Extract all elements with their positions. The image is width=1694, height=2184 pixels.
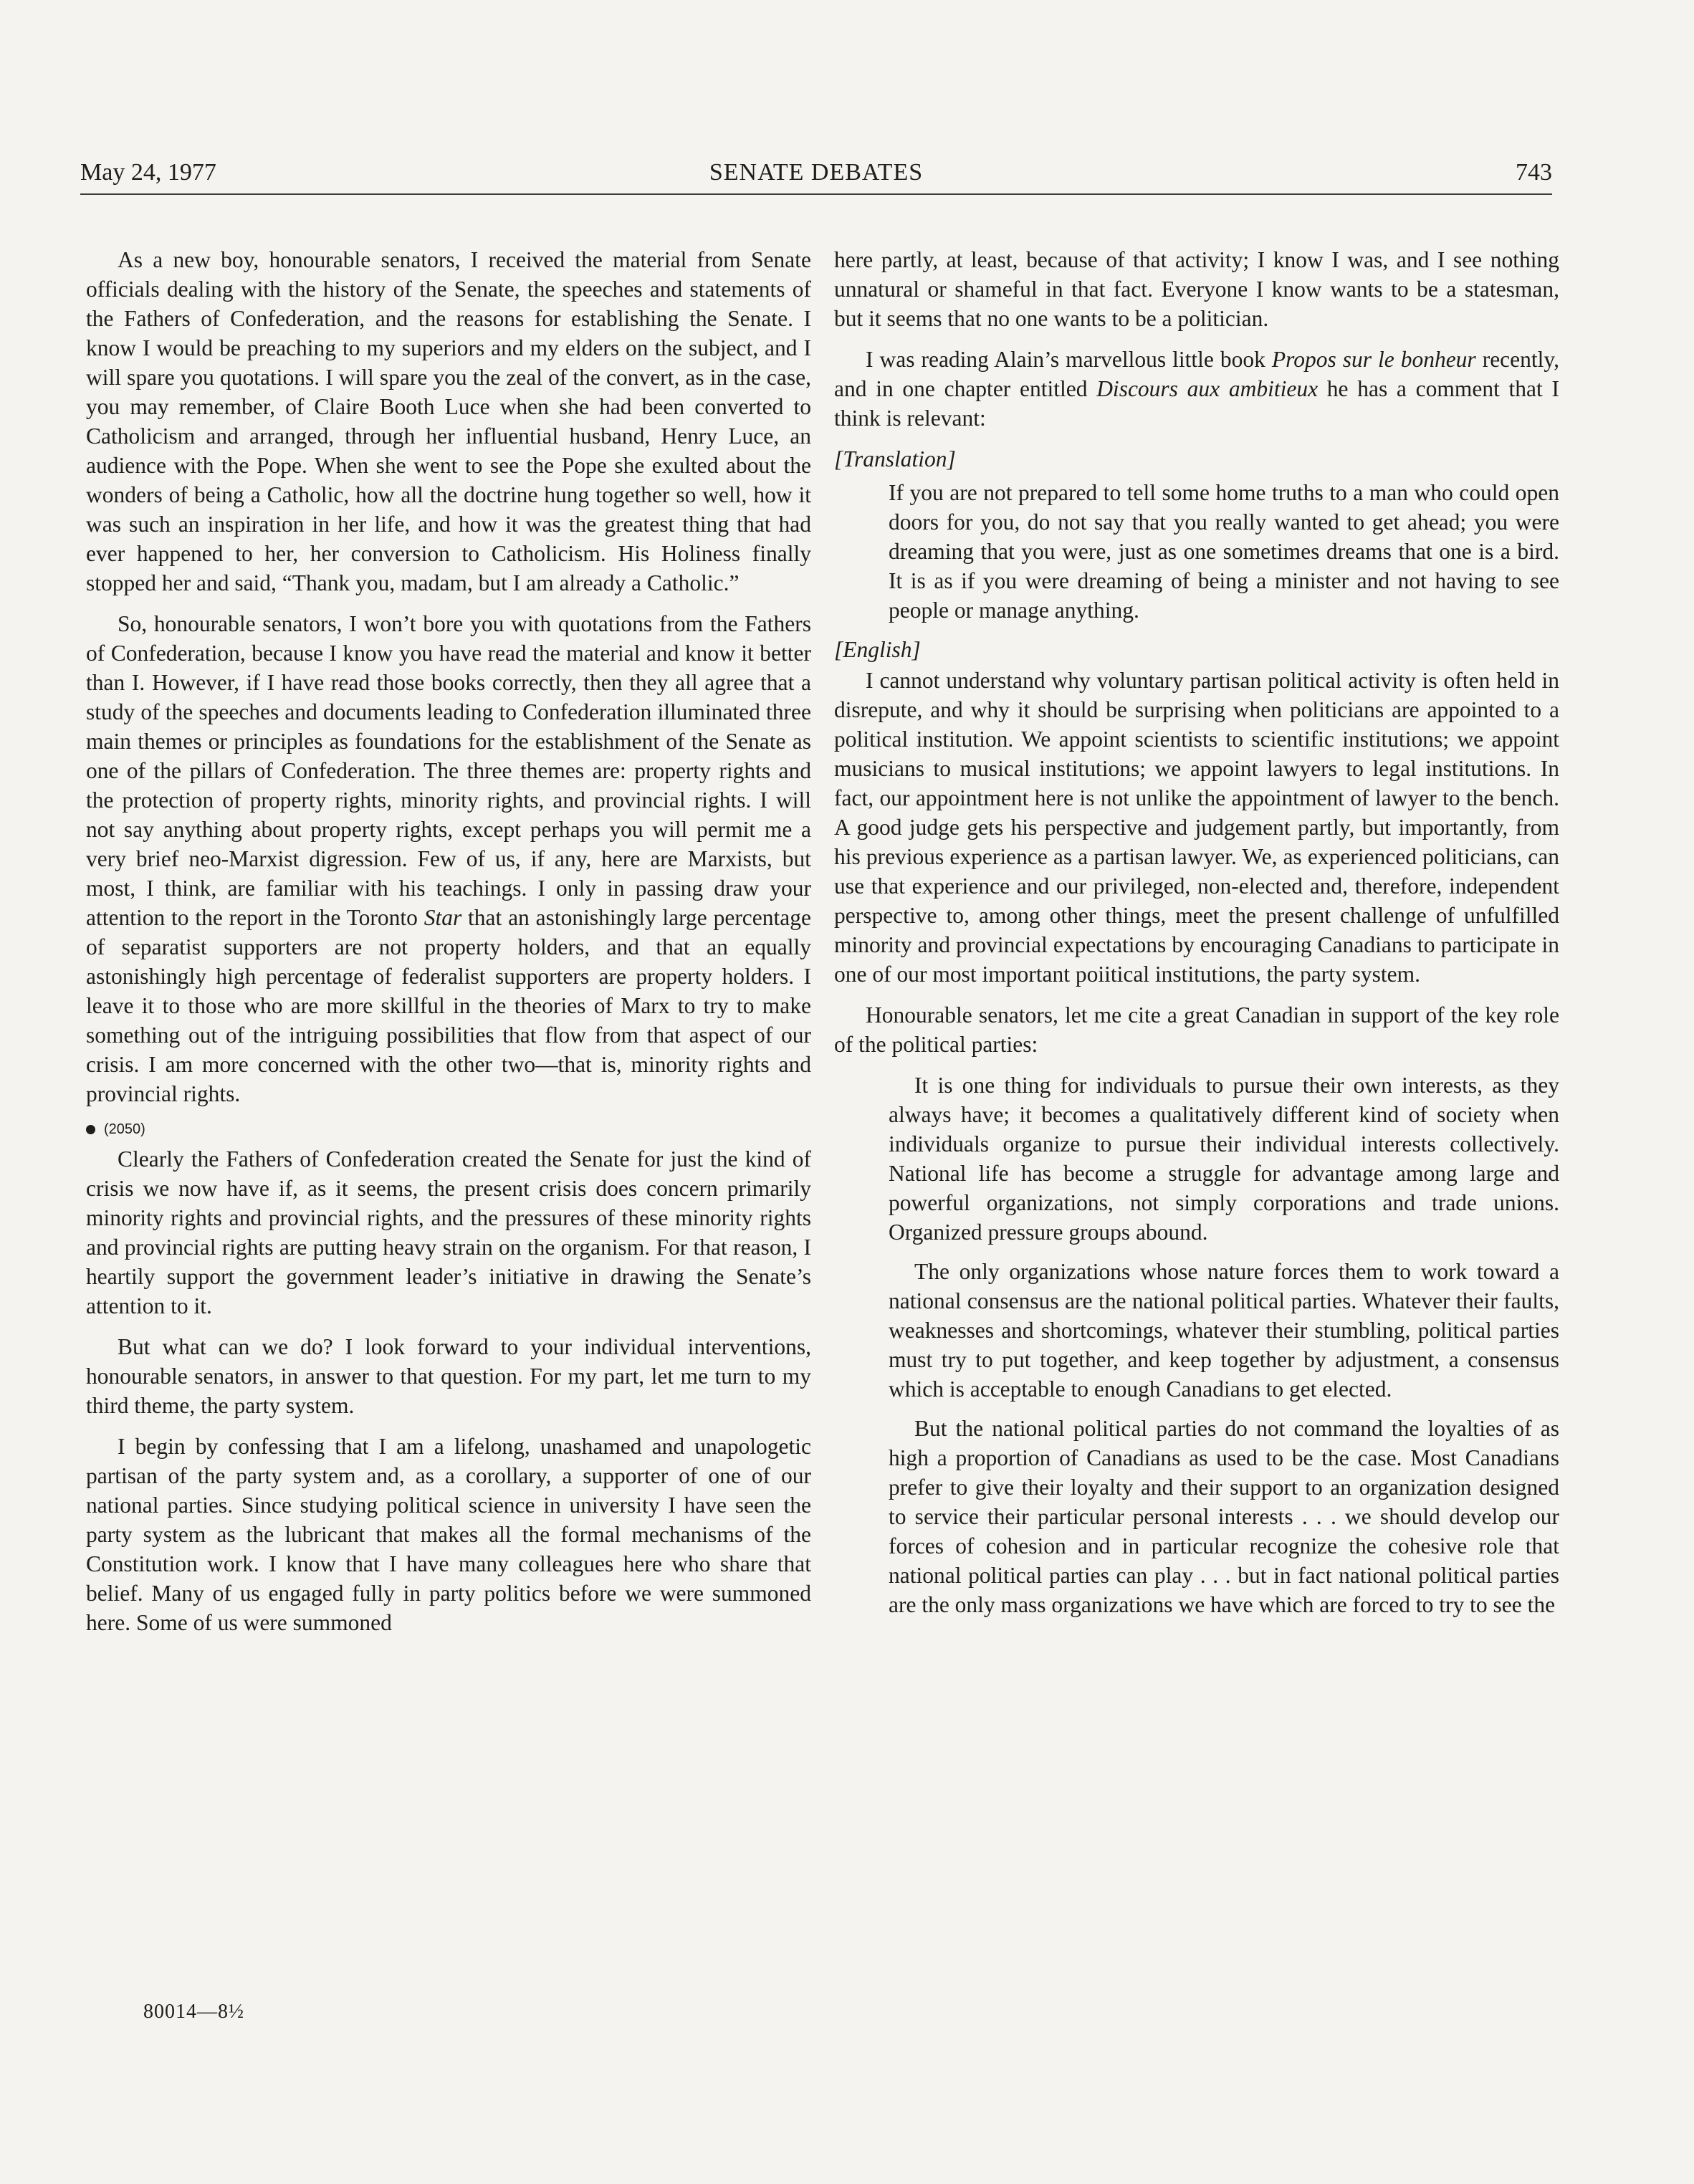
paragraph [834, 345, 1559, 433]
book-title: Propos sur le bonheur [1271, 347, 1476, 372]
paragraph: I begin by confessing that I am a lifelong, unashamed and unapologetic partisan of the party system and, as a corollary, a supporter of one of our national parties. Since studying political science in university I have seen the party system as the lubricant that makes all the formal mechanisms of the Constitution work. I know that I have many colleagues here who share that belief. Many of us engaged fully in party politics before we were summoned here. Some of us were summoned [86, 1434, 811, 1635]
header-date: May 24, 1977 [80, 159, 216, 186]
block-quote: If you are not prepared to tell some home truths to a man who could open doors for you, do not say that you really wanted to get ahead; you were dreaming that you were, just as one sometimes dreams that one is a bird. It is as if you were dreaming of being a minister and not having to see people or manage anything. [889, 480, 1559, 623]
block-quote: It is one thing for individuals to pursue their own interests, as they always have; it becomes a qualitatively different kind of society when individuals organize to pursue their individual interests collectively. National life has become a struggle for advantage among large and powerful organizations, not simply corporations and trade unions. Organized pressure groups abound. [889, 1073, 1559, 1245]
paragraph-text: that an astonishingly large percentage of separatist supporters are not property holders, and that an equally astonishingly high percentage of federalist supporters are property holders. I leave it to those who are more skillful in the theories of Marx to try to make something out of the intriguing possibilities that flow from that aspect of our crisis. I am more concerned with the other two—that is, minority rights and provincial rights. [86, 905, 811, 1106]
block-quote: But the national political parties do not command the loyalties of as high a proportion of Canadians as used to be the case. Most Canadians prefer to give their loyalty and their support to an organization designed to service their particular personal interests . . . we should develop our forces of cohesion and in particular recognize the cohesive role that national political parties can play . . . but in fact national political parties are the only mass organizations we have which are forced to try to see the [889, 1416, 1559, 1617]
paragraph-text: I was reading Alain’s marvellous little book [866, 347, 1272, 372]
header-page-number: 743 [1516, 159, 1552, 186]
right-column [834, 245, 1559, 1629]
paragraph: I cannot understand why voluntary partisan political activity is often held in disrepute, and why it should be surprising when politicians are appointed to a political institution. We appoint scientists to scientific institutions; we appoint musicians to musical institutions; we appoint lawyers to legal institutions. In fact, our appointment here is not unlike the appointment of lawyer to the bench. A good judge gets his perspective and judgement partly, but importantly, from his previous experience as a partisan lawyer. We, as experienced politicians, can use that experience and our privileged, non-elected and, therefore, independent perspective to, among other things, meet the present challenge of unfulfilled minority and provincial expectations by encouraging Canadians to participate in one of our most important poiitical institutions, the party system. [834, 668, 1559, 987]
translation-label: [Translation] [834, 446, 956, 471]
newspaper-title: Star [424, 905, 462, 930]
paragraph: But what can we do? I look forward to your individual interventions, honourable senators, in answer to that question. For my part, let me turn to my third theme, the party system. [86, 1334, 811, 1418]
paragraph: Clearly the Fathers of Confederation created the Senate for just the kind of crisis we now have if, as it seems, the present crisis does concern primarily minority rights and provincial rights, and the pressures of these minority rights and provincial rights are putting heavy strain on the organism. For that reason, I heartily support the government leader’s initiative in drawing the Senate’s attention to it. [86, 1146, 811, 1318]
paragraph: As a new boy, honourable senators, I received the material from Senate officials dealing with the history of the Senate, the speeches and statements of the Fathers of Confederation, and the reasons for establishing the Senate. I know I would be preaching to my superiors and my elders on the subject, and I will spare you quotations. I will spare you the zeal of the convert, as in the case, you may remember, of Claire Booth Luce when she had been converted to Catholicism and arranged, through her influential husband, Henry Luce, an audience with the Pope. When she went to see the Pope she exulted about the wonders of being a Catholic, how all the doctrine hung together so well, how it was such an inspiration in her life, and how it was the greatest thing that had ever happened to her, her conversion to Catholicism. His Holiness finally stopped her and said, “Thank you, madam, but I am already a Catholic.” [86, 247, 811, 595]
time-marker-label: (2050) [104, 1121, 145, 1137]
paragraph-text: So, honourable senators, I won’t bore you with quotations from the Fathers of Confederation, because I know you have read the material and know it better than I. However, if I have read those books correctly, then they all agree that a study of the speeches and documents leading to Confederation illuminated three main themes or principles as foundations for the establishment of the Senate as one of the pillars of Confederation. The three themes are: property rights and the protection of property rights, minority rights, and provincial rights. I will not say anything about property rights, except perhaps you will permit me a very brief neo-Marxist digression. Few of us, if any, here are Marxists, but most, I think, are familiar with his teachings. I only in passing draw your attention to the report in the Toronto [86, 611, 811, 930]
left-column [86, 245, 811, 1649]
time-marker [86, 1120, 811, 1139]
paragraph-text: he has a comment that I think is relevant: [834, 376, 1559, 431]
page-header [80, 159, 1552, 196]
bullet-icon [86, 1125, 95, 1134]
paragraph: here partly, at least, because of that activity; I know I was, and I see nothing unnatural or shameful in that fact. Everyone I know wants to be a statesman, but it seems that no one wants to be a politician. [834, 247, 1559, 331]
paragraph: Honourable senators, let me cite a great Canadian in support of the key role of the political parties: [834, 1002, 1559, 1057]
english-label: [English] [834, 637, 921, 662]
header-rule [80, 193, 1552, 195]
header-title: SENATE DEBATES [709, 159, 924, 186]
chapter-title: Discours aux ambitieux [1096, 376, 1319, 401]
footer-code: 80014—8½ [143, 2001, 244, 2023]
paragraph [86, 609, 811, 1108]
paragraph-text: recently, and in one chapter entitled [834, 347, 1559, 401]
block-quote: The only organizations whose nature forces them to work toward a national consensus are the national political parties. Whatever their faults, weaknesses and shortcomings, whatever their stumbling, political parties must try to put together, and keep together by adjustment, a consensus which is acceptable to enough Canadians to get elected. [889, 1259, 1559, 1402]
